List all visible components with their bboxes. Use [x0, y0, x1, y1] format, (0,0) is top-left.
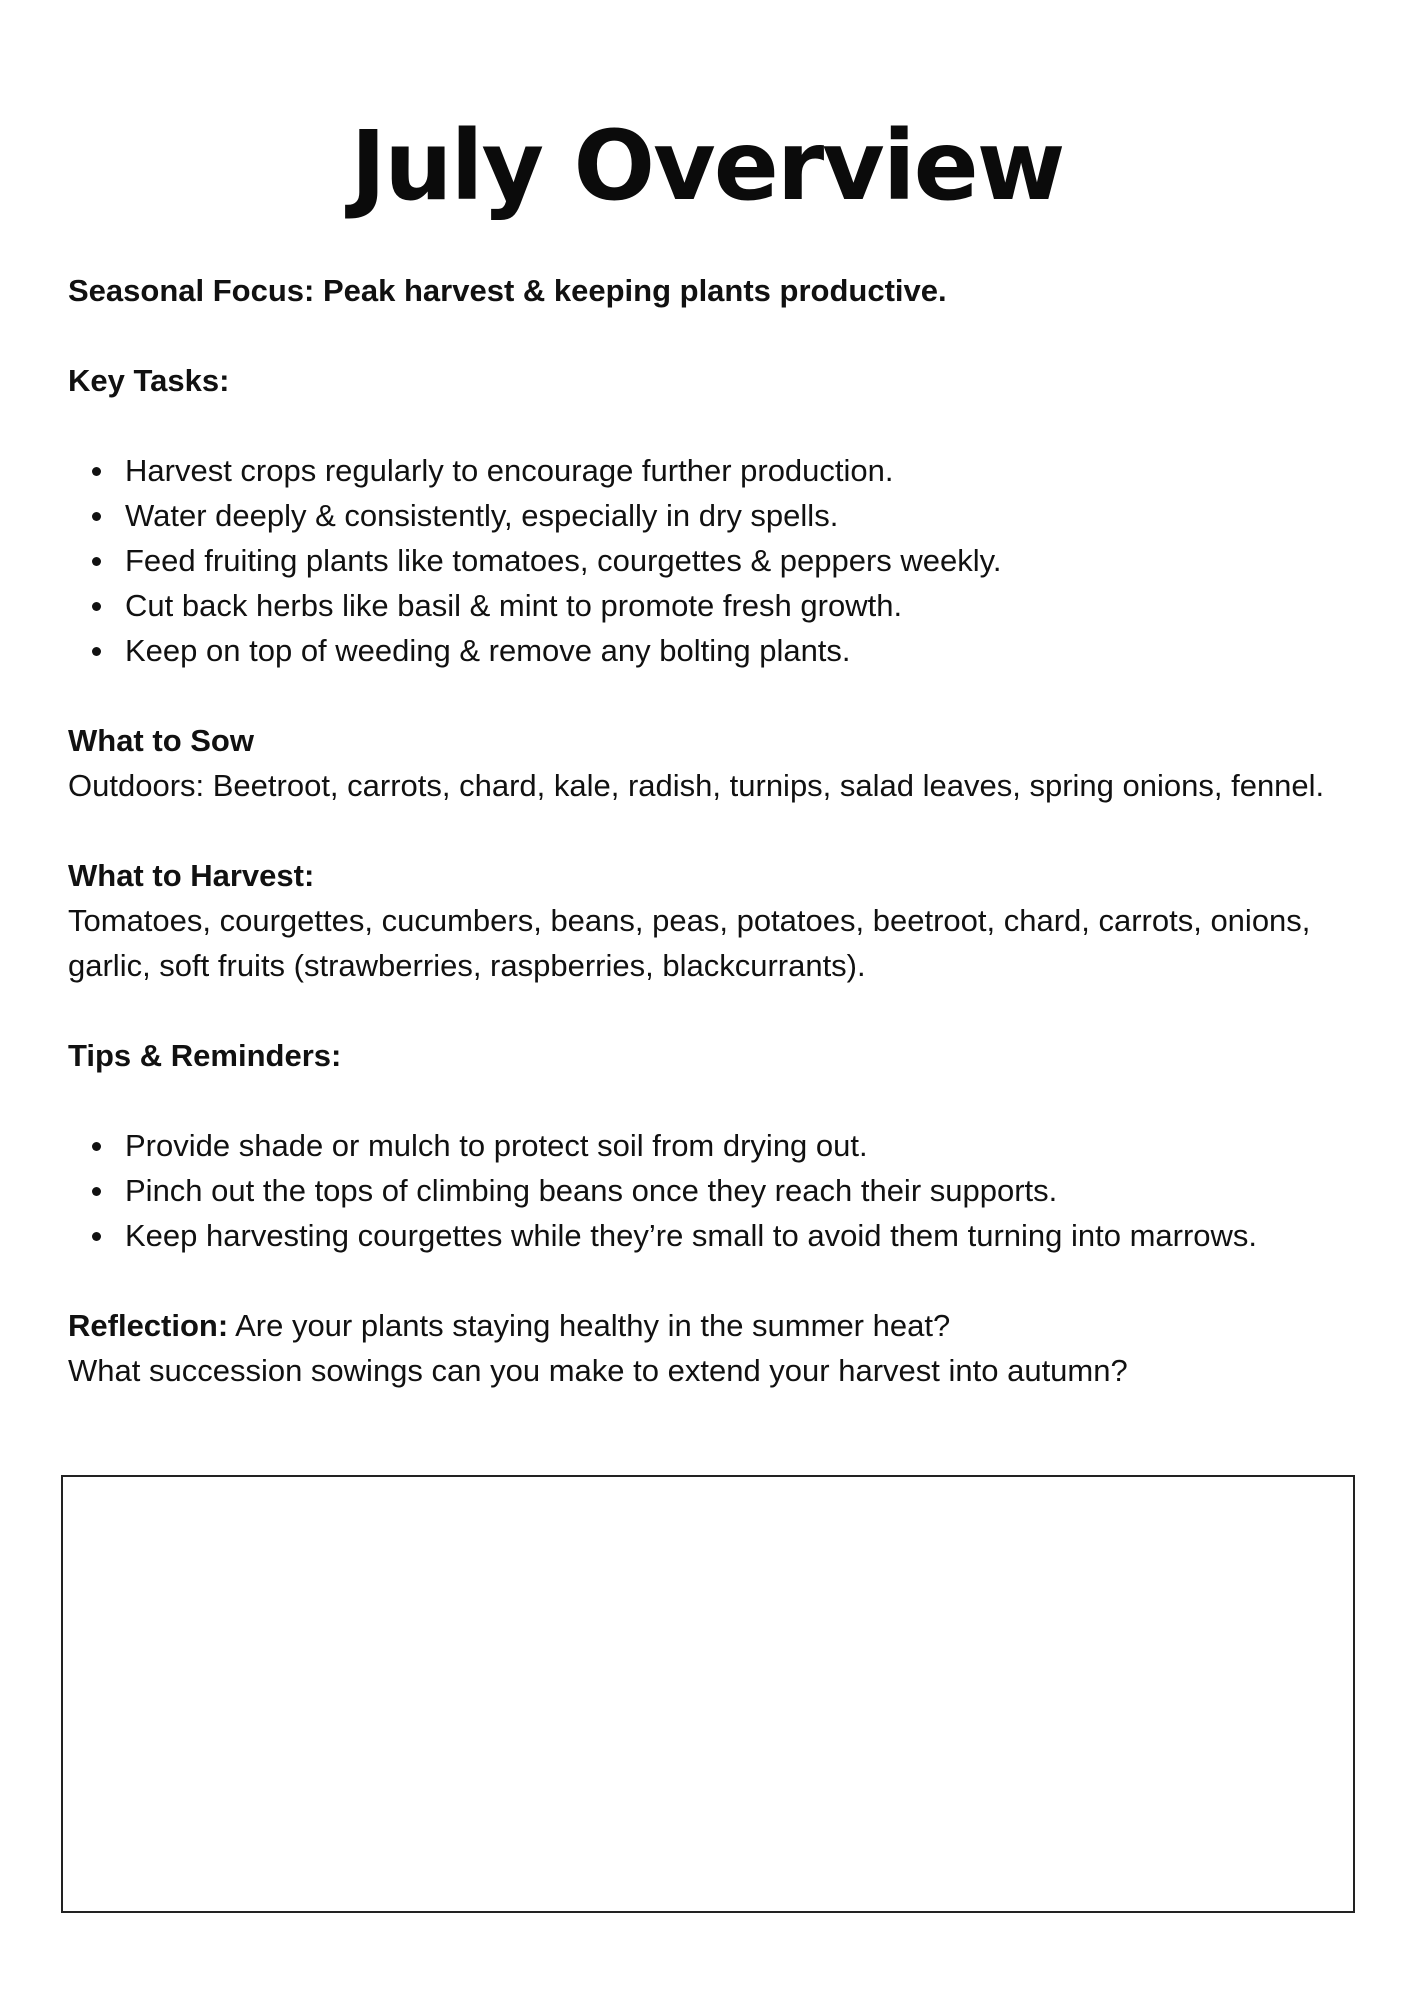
spacer	[68, 673, 1358, 718]
spacer	[68, 1078, 1358, 1123]
what-to-harvest-text: Tomatoes, courgettes, cucumbers, beans, peas, potatoes, beetroot, chard, carrots, onions, garlic, soft fruits (strawberries, raspberries, blackcurrants).	[68, 903, 1311, 983]
spacer	[68, 808, 1358, 853]
tips-list	[68, 1123, 1358, 1258]
key-tasks-heading: Key Tasks:	[68, 363, 230, 398]
list-item: Water deeply & consistently, especially in dry spells.	[125, 493, 1358, 538]
list-item: Pinch out the tops of climbing beans once they reach their supports.	[125, 1168, 1358, 1213]
reflection-line-1	[68, 1303, 1358, 1348]
spacer	[68, 1258, 1358, 1303]
tips-heading: Tips & Reminders:	[68, 1038, 342, 1073]
list-item: Feed fruiting plants like tomatoes, courgettes & peppers weekly.	[125, 538, 1358, 583]
list-item: Provide shade or mulch to protect soil from drying out.	[125, 1123, 1358, 1168]
reflection-label: Reflection:	[68, 1308, 229, 1343]
page-title: July Overview	[350, 110, 1064, 222]
content	[68, 268, 1358, 1393]
spacer	[68, 403, 1358, 448]
reflection-answer-box[interactable]	[61, 1475, 1355, 1913]
spacer	[68, 313, 1358, 358]
reflection-question-1: Are your plants staying healthy in the summer heat?	[228, 1308, 951, 1343]
what-to-sow-heading: What to Sow	[68, 723, 254, 758]
seasonal-focus: Seasonal Focus: Peak harvest & keeping plants productive.	[68, 273, 947, 308]
what-to-sow-text: Outdoors: Beetroot, carrots, chard, kale, radish, turnips, salad leaves, spring onions, fennel.	[68, 768, 1325, 803]
reflection-question-2: What succession sowings can you make to extend your harvest into autumn?	[68, 1353, 1128, 1388]
list-item: Keep harvesting courgettes while they’re small to avoid them turning into marrows.	[125, 1213, 1358, 1258]
spacer	[68, 988, 1358, 1033]
what-to-harvest-heading: What to Harvest:	[68, 858, 315, 893]
key-tasks-list	[68, 448, 1358, 673]
list-item: Cut back herbs like basil & mint to promote fresh growth.	[125, 583, 1358, 628]
list-item: Keep on top of weeding & remove any bolting plants.	[125, 628, 1358, 673]
list-item: Harvest crops regularly to encourage further production.	[125, 448, 1358, 493]
